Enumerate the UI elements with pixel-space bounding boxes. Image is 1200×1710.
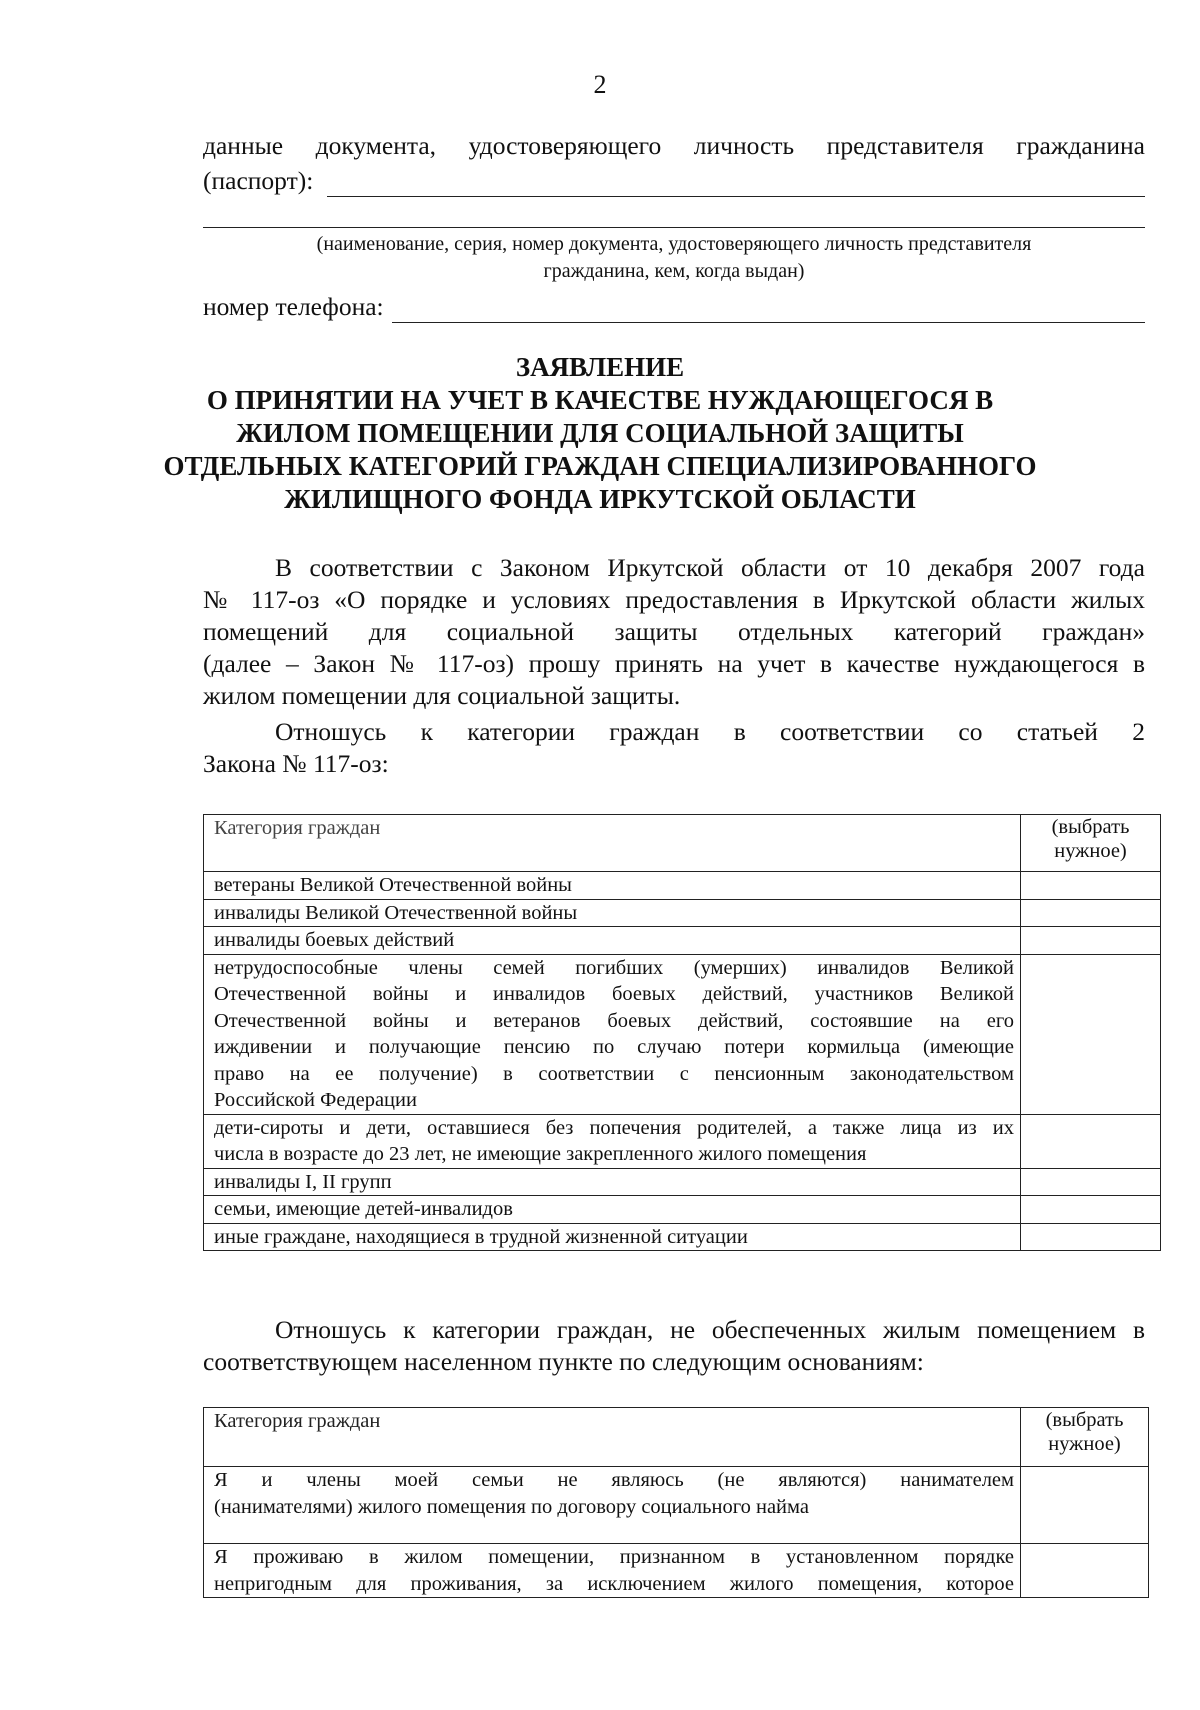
- select-cell[interactable]: [1021, 1544, 1149, 1598]
- cell-line: инвалиды боевых действий: [214, 929, 455, 951]
- paragraph-line: Закона № 117-оз:: [203, 749, 389, 778]
- statement-paragraph: [203, 552, 1145, 712]
- title-line2: О ПРИНЯТИИ НА УЧЕТ В КАЧЕСТВЕ НУЖДАЮЩЕГОСЯ В: [206, 385, 994, 415]
- table-row: [204, 1467, 1149, 1544]
- passport-input-line[interactable]: [327, 173, 1145, 197]
- title-line1: ЗАЯВЛЕНИЕ: [515, 352, 685, 382]
- document-title: [0, 351, 1200, 516]
- paragraph-line: соответствующем населенном пункте по следующим основаниям:: [203, 1347, 924, 1376]
- category-cell: [204, 1196, 1021, 1224]
- table-row: [204, 872, 1161, 900]
- cell-line: числа в возрасте до 23 лет, не имеющие закрепленного жилого помещения: [214, 1143, 867, 1165]
- table-row: [204, 927, 1161, 955]
- table-row: [204, 954, 1161, 1114]
- passport-note-line1: (наименование, серия, номер документа, удостоверяющего личность представителя: [316, 233, 1032, 255]
- category-cell: [204, 1467, 1021, 1544]
- table-row: [204, 1196, 1161, 1224]
- table-header-row: [204, 815, 1161, 872]
- phone-field: [203, 291, 1145, 323]
- cell-line: (нанимателями) жилого помещения по договору социального найма: [214, 1495, 809, 1518]
- cell-line: дети-сироты и дети, оставшиеся без попечения родителей, а также лица из их: [214, 1116, 1014, 1139]
- passport-label: (паспорт):: [203, 166, 314, 195]
- paragraph-line: жилом помещении для социальной защиты.: [203, 681, 681, 710]
- cell-line: инвалиды I, II групп: [214, 1170, 392, 1193]
- cell-line: иждивении и получающие пенсию по случаю потери кормильца (имеющие: [214, 1036, 1014, 1058]
- title-line3: ЖИЛОМ ПОМЕЩЕНИИ ДЛЯ СОЦИАЛЬНОЙ ЗАЩИТЫ: [236, 418, 964, 448]
- category-header: Категория граждан: [204, 815, 1021, 872]
- category-cell: [204, 872, 1021, 900]
- title-line5: ЖИЛИЩНОГО ФОНДА ИРКУТСКОЙ ОБЛАСТИ: [284, 484, 916, 514]
- category-cell: [204, 1114, 1021, 1168]
- cell-line: иные граждане, находящиеся в трудной жизненной ситуации: [214, 1225, 748, 1248]
- select-header-line1: (выбрать: [1051, 816, 1130, 838]
- cell-line: ветераны Великой Отечественной войны: [214, 874, 572, 896]
- cell-line: право на ее получение) в соответствии с пенсионным законодательством: [214, 1062, 1014, 1085]
- category-cell: [204, 899, 1021, 927]
- phone-label: номер телефона:: [203, 292, 384, 321]
- cell-line: Отечественной войны и инвалидов боевых действий, участников Великой: [214, 983, 1014, 1005]
- category-cell: [204, 1544, 1021, 1598]
- paragraph-line: Отношусь к категории граждан в соответствии со статьей 2: [275, 717, 1145, 746]
- housing-grounds-paragraph: [203, 1314, 1145, 1378]
- select-cell[interactable]: [1021, 1223, 1161, 1251]
- cell-line: Отечественной войны и ветеранов боевых действий, состоявшие на его: [214, 1009, 1014, 1032]
- table-row: [204, 899, 1161, 927]
- table-row: [204, 1114, 1161, 1168]
- title-line4: ОТДЕЛЬНЫХ КАТЕГОРИЙ ГРАЖДАН СПЕЦИАЛИЗИРОВАННОГО: [163, 451, 1037, 481]
- paragraph-line: помещений для социальной защиты отдельных категорий граждан»: [203, 617, 1145, 646]
- cell-line: инвалиды Великой Отечественной войны: [214, 901, 578, 924]
- table-row: [204, 1544, 1149, 1598]
- table-header-row: [204, 1408, 1149, 1467]
- cell-line: Я и члены моей семьи не являюсь (не являются) нанимателем: [214, 1469, 1014, 1491]
- passport-note: [203, 231, 1145, 285]
- phone-input-line[interactable]: [392, 299, 1145, 323]
- category-intro-paragraph: [203, 716, 1145, 780]
- cell-line: семьи, имеющие детей-инвалидов: [214, 1198, 513, 1220]
- select-cell[interactable]: [1021, 954, 1161, 1114]
- cell-line: непригодным для проживания, за исключением жилого помещения, которое: [214, 1572, 1014, 1595]
- paragraph-line: Отношусь к категории граждан, не обеспеченных жилым помещением в: [275, 1315, 1145, 1344]
- category-cell: [204, 1223, 1021, 1251]
- category-cell: [204, 954, 1021, 1114]
- cell-line: нетрудоспособные члены семей погибших (умерших) инвалидов Великой: [214, 956, 1014, 979]
- paragraph-line: В соответствии с Законом Иркутской области от 10 декабря 2007 года: [275, 553, 1145, 582]
- passport-second-input-line[interactable]: [203, 227, 1145, 228]
- cell-line: Российской Федерации: [214, 1089, 417, 1111]
- category-cell: [204, 1168, 1021, 1196]
- select-cell[interactable]: [1021, 1114, 1161, 1168]
- paragraph-line: № 117-оз «О порядке и условиях предоставления в Иркутской области жилых: [203, 585, 1145, 614]
- select-header-line1: (выбрать: [1045, 1409, 1124, 1431]
- category-table: [203, 814, 1161, 1251]
- passport-field: [203, 165, 1145, 197]
- select-cell[interactable]: [1021, 1467, 1149, 1544]
- select-cell[interactable]: [1021, 1168, 1161, 1196]
- select-header: [1021, 815, 1161, 872]
- cell-line: Я проживаю в жилом помещении, признанном в установленном порядке: [214, 1546, 1014, 1568]
- select-cell[interactable]: [1021, 872, 1161, 900]
- table-row: [204, 1168, 1161, 1196]
- select-cell[interactable]: [1021, 927, 1161, 955]
- select-header-line2: нужное): [1054, 840, 1127, 862]
- passport-note-line2: гражданина, кем, когда выдан): [543, 260, 805, 282]
- select-header: [1021, 1408, 1149, 1467]
- select-header-line2: нужное): [1048, 1433, 1121, 1455]
- passport-data-line: данные документа, удостоверяющего личность представителя гражданина: [203, 131, 1145, 160]
- select-cell[interactable]: [1021, 1196, 1161, 1224]
- category-header: Категория граждан: [204, 1408, 1021, 1467]
- table-row: [204, 1223, 1161, 1251]
- paragraph-line: (далее – Закон № 117-оз) прошу принять на учет в качестве нуждающегося в: [203, 649, 1145, 678]
- housing-grounds-table: [203, 1407, 1149, 1598]
- category-cell: [204, 927, 1021, 955]
- select-cell[interactable]: [1021, 899, 1161, 927]
- page-number: 2: [593, 70, 607, 99]
